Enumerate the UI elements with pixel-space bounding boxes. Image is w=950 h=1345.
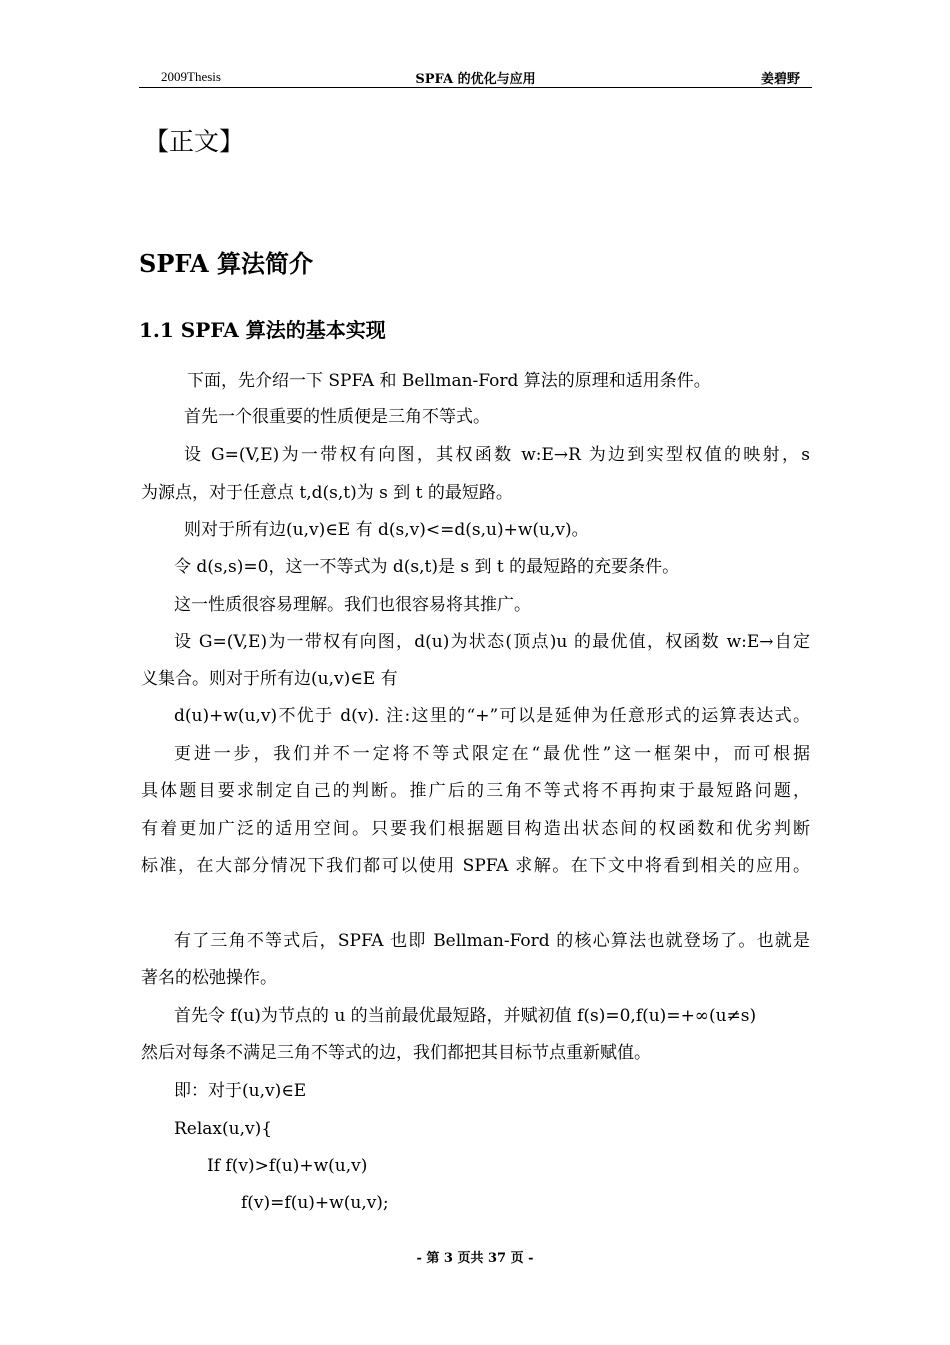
- body-line: d(u)+w(u,v)不优于 d(v). 注:这里的“+”可以是延伸为任意形式的运算表达式。: [174, 706, 810, 726]
- body-line: 有了三角不等式后，SPFA 也即 Bellman-Ford 的核心算法也就登场了。也就是: [174, 931, 810, 951]
- body-line: 有着更加广泛的适用空间。只要我们根据题目构造出状态间的权函数和优劣判断: [141, 819, 810, 839]
- body-line: 设 G=(V,E)为一带权有向图，d(u)为状态(顶点)u 的最优值，权函数 w:E→自定: [174, 632, 810, 652]
- body-line: 设 G=(V,E)为一带权有向图，其权函数 w:E→R 为边到实型权值的映射，s: [184, 445, 810, 465]
- body-line: 首先一个很重要的性质便是三角不等式。: [184, 407, 490, 427]
- page-header: [139, 66, 812, 88]
- body-line: 则对于所有边(u,v)∈E 有 d(s,v)<=d(s,u)+w(u,v)。: [184, 520, 589, 540]
- body-line: 具体题目要求制定自己的判断。推广后的三角不等式将不再拘束于最短路问题，: [141, 781, 810, 801]
- body-line: 令 d(s,s)=0，这一不等式为 d(s,t)是 s 到 t 的最短路的充要条件。: [174, 557, 680, 577]
- body-line: 标准，在大部分情况下我们都可以使用 SPFA 求解。在下文中将看到相关的应用。: [141, 856, 810, 876]
- body-line: 然后对每条不满足三角不等式的边，我们都把其目标节点重新赋值。: [141, 1043, 651, 1063]
- chapter-title: SPFA 算法简介: [139, 249, 313, 278]
- page-number-footer: - 第 3 页共 37 页 -: [416, 1251, 534, 1266]
- main-text-heading: 【正文】: [144, 127, 245, 156]
- body-line: 为源点，对于任意点 t,d(s,t)为 s 到 t 的最短路。: [141, 483, 513, 503]
- section-title: 1.1 SPFA 算法的基本实现: [139, 318, 386, 342]
- body-line: 下面，先介绍一下 SPFA 和 Bellman-Ford 算法的原理和适用条件。: [187, 371, 711, 391]
- body-line: 更进一步，我们并不一定将不等式限定在“最优性”这一框架中，而可根据: [174, 744, 810, 764]
- header-author: 姜碧野: [760, 72, 800, 87]
- body-line: 著名的松弛操作。: [141, 968, 277, 988]
- body-line: 义集合。则对于所有边(u,v)∈E 有: [141, 669, 398, 689]
- body-line: 首先令 f(u)为节点的 u 的当前最优最短路，并赋初值 f(s)=0,f(u)=+∞(u≠s): [174, 1006, 757, 1026]
- header-title: SPFA 的优化与应用: [415, 72, 536, 87]
- code-line: Relax(u,v){: [174, 1119, 273, 1139]
- header-left: 2009Thesis: [161, 69, 221, 84]
- body-line: 即：对于(u,v)∈E: [174, 1081, 307, 1101]
- code-line: f(v)=f(u)+w(u,v);: [241, 1193, 389, 1213]
- code-line: If f(v)>f(u)+w(u,v): [207, 1156, 368, 1176]
- body-line: 这一性质很容易理解。我们也很容易将其推广。: [174, 595, 531, 615]
